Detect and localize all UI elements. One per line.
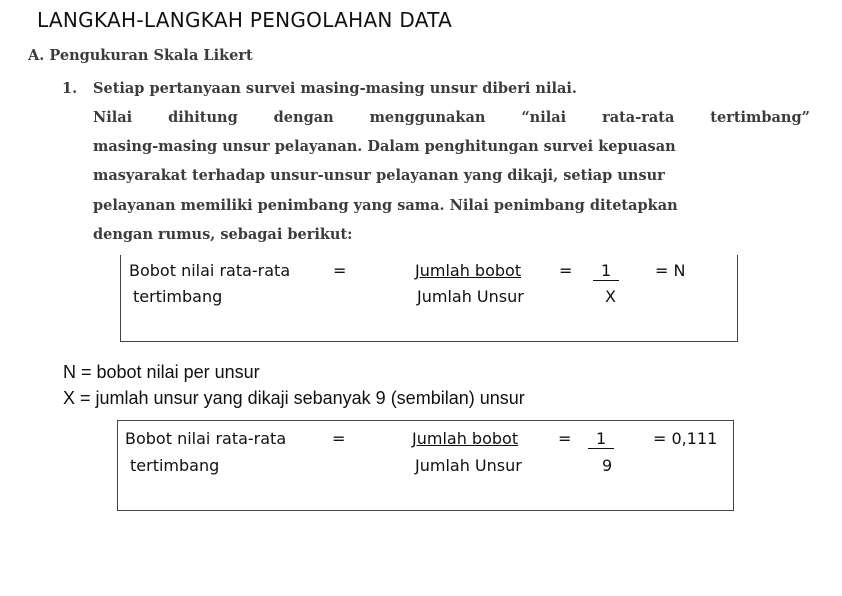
fraction-top-value: 1 [588, 429, 614, 449]
formula-label-line2: tertimbang [133, 287, 223, 306]
fraction-numerator: Jumlah bobot [412, 429, 519, 448]
formula-result: = N [655, 261, 686, 280]
fraction-denominator: Jumlah Unsur [417, 287, 524, 306]
page-title: LANGKAH-LANGKAH PENGOLAHAN DATA [37, 8, 453, 32]
definition-x: X = jumlah unsur yang dikaji sebanyak 9 (sembilan) unsur [63, 388, 525, 408]
doc-word: Nilai [93, 109, 133, 126]
formula-label-line2: tertimbang [130, 456, 220, 475]
equals-sign: = [332, 429, 346, 448]
section-heading: A. Pengukuran Skala Likert [28, 47, 253, 64]
definition-n: N = bobot nilai per unsur [63, 362, 260, 382]
doc-line-5: pelayanan memiliki penimbang yang sama. Nilai penimbang ditetapkan [93, 197, 678, 214]
doc-word: dengan [273, 109, 334, 126]
doc-word: menggunakan [369, 109, 486, 126]
fraction-bottom-value: X [605, 287, 616, 306]
doc-word: “nilai [521, 109, 567, 126]
equals-sign: = [559, 261, 573, 280]
equals-sign: = [558, 429, 572, 448]
fraction-numerator: Jumlah bobot [415, 261, 522, 280]
doc-word: rata-rata [602, 109, 675, 126]
doc-line-3: masing-masing unsur pelayanan. Dalam penghitungan survei kepuasan [93, 138, 676, 155]
item-number: 1. [62, 80, 78, 97]
doc-line-1: Setiap pertanyaan survei masing-masing unsur diberi nilai. [93, 80, 577, 97]
doc-line-6: dengan rumus, sebagai berikut: [93, 226, 353, 243]
fraction-bottom-value: 9 [602, 456, 613, 475]
fraction-top-value: 1 [593, 261, 619, 281]
fraction-denominator: Jumlah Unsur [415, 456, 522, 475]
formula-label-line1: Bobot nilai rata-rata [129, 261, 291, 280]
formula-box-applied [117, 420, 734, 511]
doc-line-2 [93, 109, 810, 126]
doc-word: dihitung [168, 109, 238, 126]
equals-sign: = [333, 261, 347, 280]
formula-result: = 0,111 [653, 429, 718, 448]
doc-line-4: masyarakat terhadap unsur-unsur pelayanan yang dikaji, setiap unsur [93, 167, 665, 184]
formula-box-general [120, 255, 738, 342]
doc-word: tertimbang” [710, 109, 810, 126]
formula-label-line1: Bobot nilai rata-rata [125, 429, 287, 448]
